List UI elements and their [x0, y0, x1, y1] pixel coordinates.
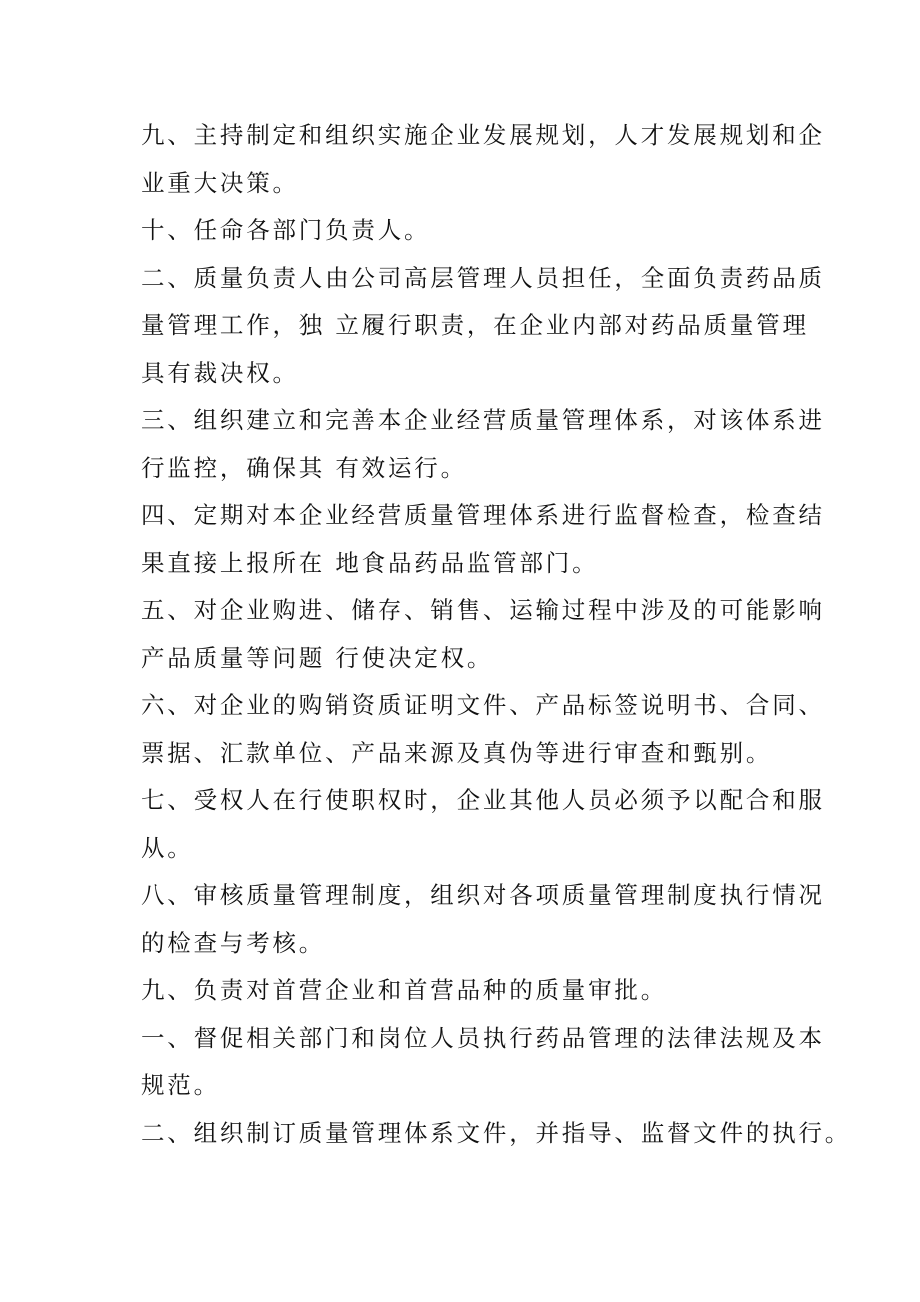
text-line: 九、负责对首营企业和首营品种的质量审批。: [141, 976, 667, 1004]
text-line: 十、任命各部门负责人。: [141, 216, 431, 244]
text-line: 从。: [141, 833, 194, 862]
text-line: 一、督促相关部门和岗位人员执行药品管理的法律法规及本: [141, 1023, 825, 1052]
text-line: 三、组织建立和完善本企业经营质量管理体系，对该体系进: [141, 406, 825, 434]
text-line: 二、组织制订质量管理体系文件，并指导、监督文件的执行。: [141, 1118, 852, 1147]
text-line: 果直接上报所在 地食品药品监管部门。: [141, 548, 599, 577]
text-line: 规范。: [141, 1071, 220, 1099]
text-line: 六、对企业的购销资质证明文件、产品标签说明书、合同、: [141, 691, 825, 719]
text-line: 产品质量等问题 行使决定权。: [141, 643, 494, 672]
text-line: 业重大决策。: [141, 168, 299, 197]
text-line: 量管理工作，独 立履行职责，在企业内部对药品质量管理: [141, 311, 809, 339]
text-line: 行监控，确保其 有效运行。: [141, 453, 467, 482]
text-line: 二、质量负责人由公司高层管理人员担任，全面负责药品质: [141, 263, 825, 292]
text-line: 票据、汇款单位、产品来源及真伪等进行审查和甄别。: [141, 738, 773, 767]
text-line: 八、审核质量管理制度，组织对各项质量管理制度执行情况: [141, 881, 825, 909]
document-body: [141, 112, 852, 1157]
text-line: 五、对企业购进、储存、销售、运输过程中涉及的可能影响: [141, 596, 825, 624]
text-line: 七、受权人在行使职权时，企业其他人员必须予以配合和服: [141, 786, 825, 814]
text-line: 四、定期对本企业经营质量管理体系进行监督检查，检查结: [141, 501, 825, 529]
text-line: 的检查与考核。: [141, 928, 326, 957]
text-line: 九、主持制定和组织实施企业发展规划，人才发展规划和企: [141, 121, 825, 149]
text-line: 具有裁决权。: [141, 358, 299, 387]
